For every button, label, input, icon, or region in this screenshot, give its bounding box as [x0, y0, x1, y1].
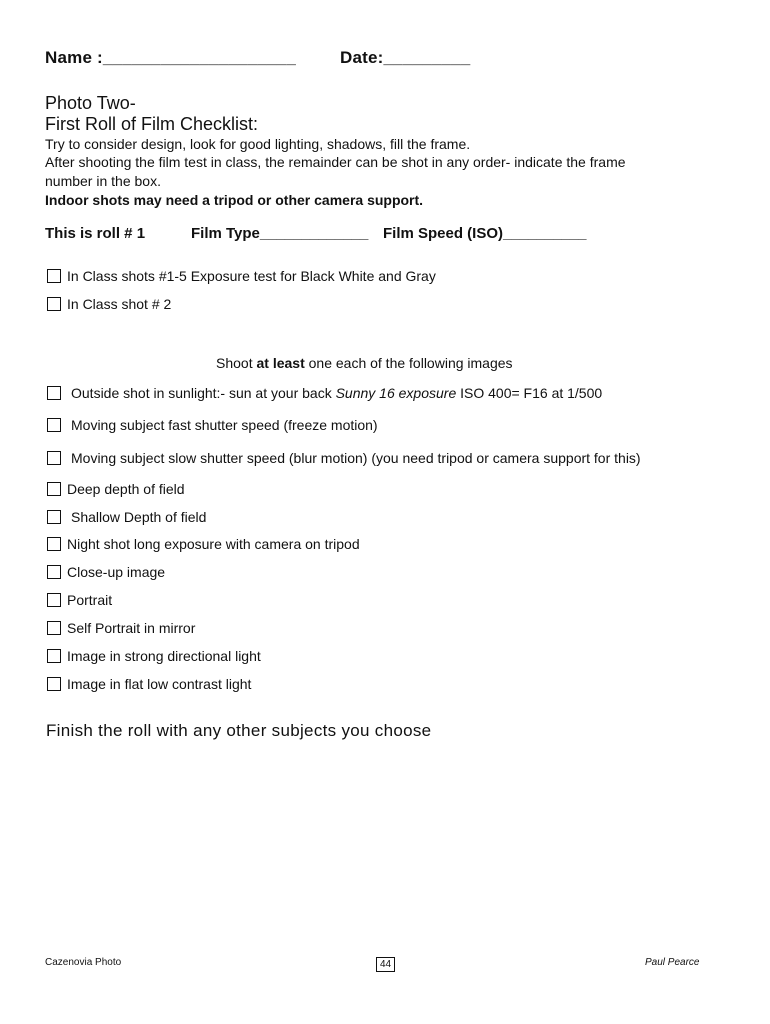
shoot-heading [216, 355, 513, 371]
footer-right: Paul Pearce [645, 957, 700, 968]
checklist-item-outside [47, 385, 602, 401]
checklist-label: Image in flat low contrast light [67, 676, 252, 692]
roll-number-label: This is roll # 1 [45, 225, 146, 242]
shoot-heading-bold: at least [256, 355, 305, 371]
checklist-label: Shallow Depth of field [71, 509, 207, 525]
checklist-item-moving-fast [47, 417, 378, 433]
in-class-item-1 [47, 268, 436, 284]
checklist-item-moving-slow [47, 450, 641, 466]
film-type-field: Film Type_____________ [191, 225, 369, 242]
intro-line-1: Try to consider design, look for good lighting, shadows, fill the frame. [45, 136, 471, 152]
checklist-item-closeup [47, 564, 165, 580]
in-class-item-label: In Class shots #1-5 Exposure test for Black White and Gray [67, 268, 436, 284]
checkbox[interactable] [47, 418, 61, 432]
checklist-item-portrait [47, 592, 112, 608]
checklist-item-deep-dof [47, 481, 185, 497]
finish-note: Finish the roll with any other subjects you choose [46, 721, 432, 740]
checklist-label: Night shot long exposure with camera on tripod [67, 536, 360, 552]
in-class-item-2 [47, 296, 171, 312]
title-line-1: Photo Two- [45, 93, 136, 113]
outside-label-italic: Sunny 16 exposure [335, 385, 457, 401]
checklist-label: Moving subject fast shutter speed (freeze motion) [71, 417, 378, 433]
checkbox[interactable] [47, 269, 61, 283]
intro-line-2: After shooting the film test in class, the remainder can be shot in any order- indicate the frame [45, 154, 626, 170]
date-field-label: Date:_________ [340, 48, 471, 67]
checkbox[interactable] [47, 482, 61, 496]
checklist-item-shallow-dof [47, 509, 206, 525]
checklist-label: Close-up image [67, 564, 166, 580]
checkbox[interactable] [47, 621, 61, 635]
name-field-label: Name :____________________ [45, 48, 296, 67]
checkbox[interactable] [47, 677, 61, 691]
checkbox[interactable] [47, 510, 61, 524]
in-class-item-label: In Class shot # 2 [67, 296, 172, 312]
checkbox[interactable] [47, 593, 61, 607]
checkbox[interactable] [47, 565, 61, 579]
checklist-item-self-portrait [47, 620, 195, 636]
film-speed-field: Film Speed (ISO)__________ [383, 225, 587, 242]
checklist-label: Self Portrait in mirror [67, 620, 196, 636]
footer-left: Cazenovia Photo [45, 957, 122, 968]
shoot-heading-post: one each of the following images [304, 355, 513, 371]
intro-line-4: Indoor shots may need a tripod or other camera support. [45, 192, 424, 208]
page-number: 44 [376, 957, 395, 972]
outside-label-post: ISO 400= F16 at 1/500 [456, 385, 603, 401]
checkbox[interactable] [47, 649, 61, 663]
checklist-label: Deep depth of field [67, 481, 185, 497]
checklist-item-night [47, 536, 360, 552]
page-number-box [376, 954, 395, 972]
shoot-heading-pre: Shoot [216, 355, 257, 371]
checkbox[interactable] [47, 297, 61, 311]
checklist-label: Moving subject slow shutter speed (blur motion) (you need tripod or camera support for this) [71, 450, 641, 466]
checklist-label: Image in strong directional light [67, 648, 261, 664]
checkbox[interactable] [47, 386, 61, 400]
checklist-item-flat [47, 676, 251, 692]
outside-label-pre: Outside shot in sunlight:- sun at your back [71, 385, 336, 401]
checklist-label: Portrait [67, 592, 113, 608]
checkbox[interactable] [47, 451, 61, 465]
checklist-item-directional [47, 648, 261, 664]
intro-line-3: number in the box. [45, 173, 161, 189]
title-line-2: First Roll of Film Checklist: [45, 114, 259, 134]
checkbox[interactable] [47, 537, 61, 551]
